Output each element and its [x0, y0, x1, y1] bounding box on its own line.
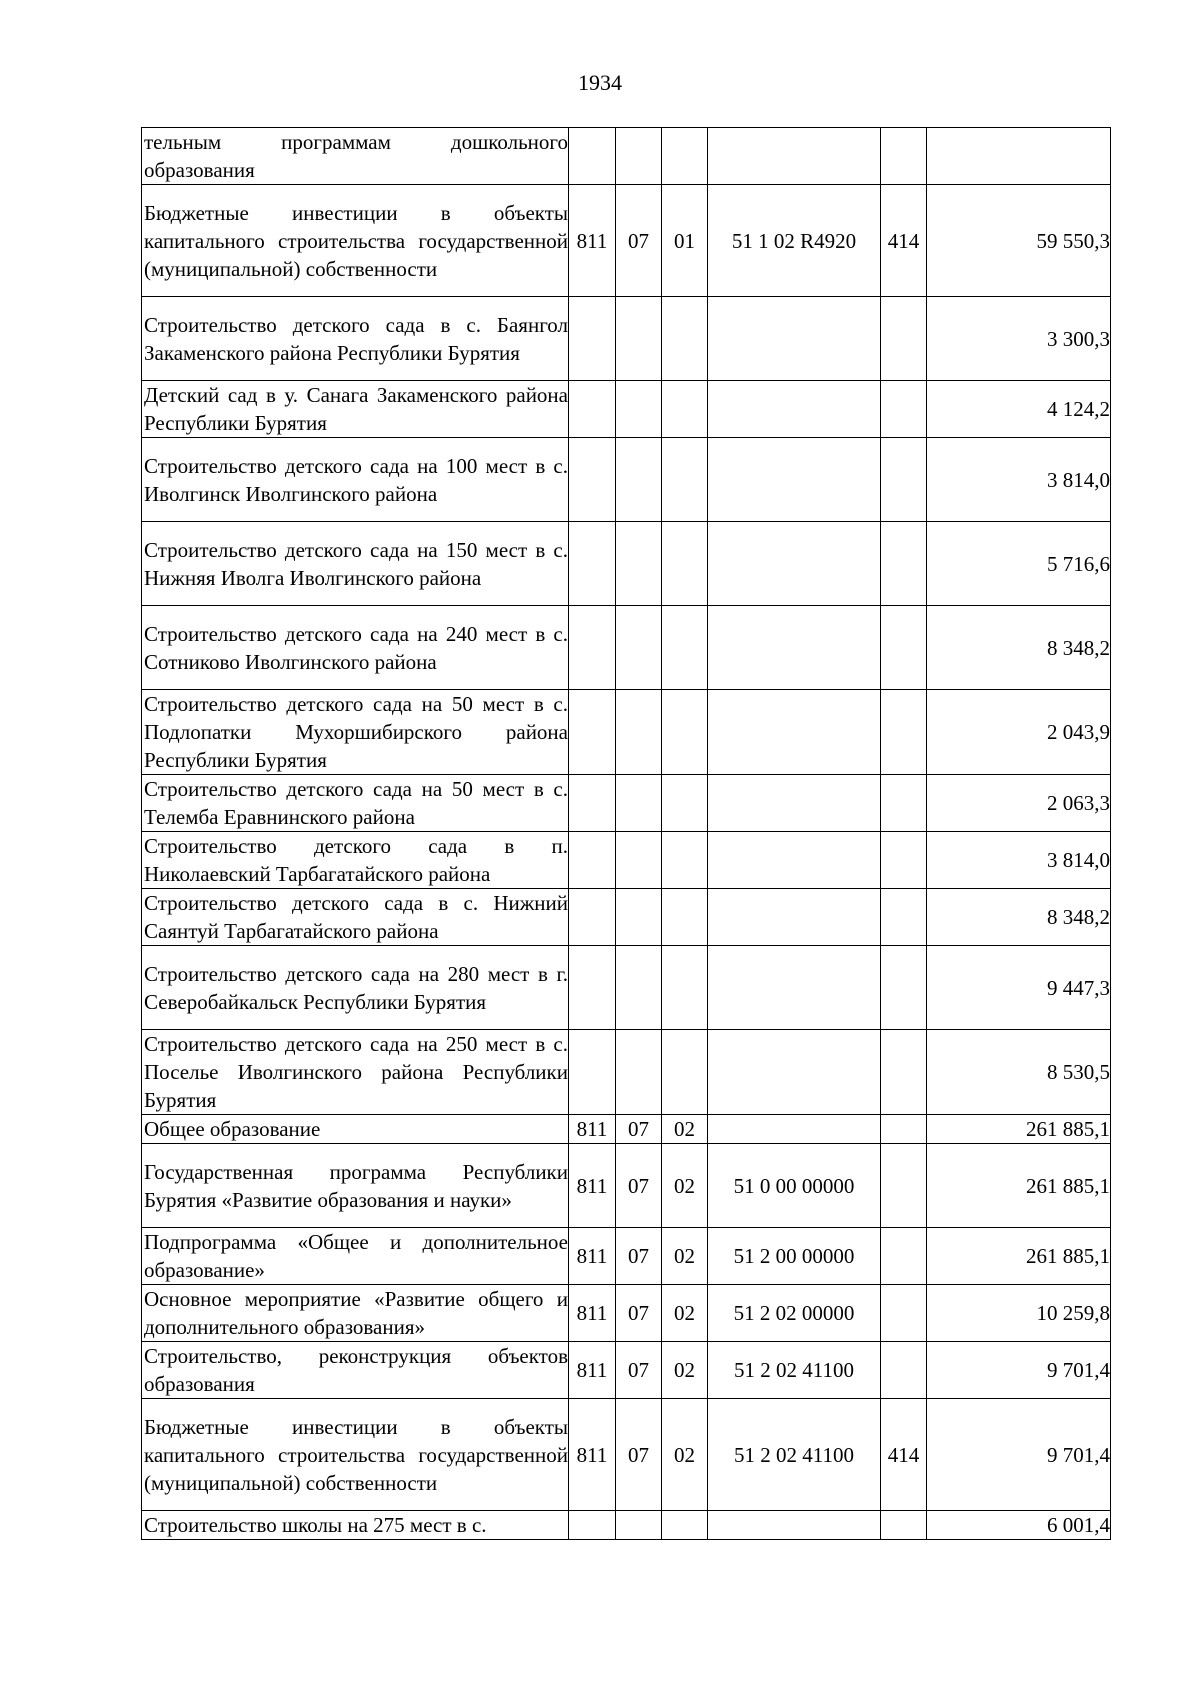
subsection-code-cell	[662, 832, 708, 889]
table-row	[142, 1228, 1111, 1285]
expense-type-code-cell	[881, 438, 927, 522]
target-item-code-cell: 51 2 00 00000	[708, 1228, 881, 1285]
subsection-code-cell	[662, 889, 708, 946]
amount-cell: 2 043,9	[927, 690, 1111, 775]
expense-type-code-cell	[881, 1030, 927, 1115]
table-row	[142, 1399, 1111, 1511]
subsection-code-cell	[662, 606, 708, 690]
subsection-code-cell	[662, 128, 708, 185]
table-row	[142, 1511, 1111, 1540]
section-code-cell	[616, 606, 662, 690]
subsection-code-cell: 02	[662, 1144, 708, 1228]
section-code-cell: 07	[616, 1342, 662, 1399]
row-name-cell: Государственная программа Республики Бурятия «Развитие образования и науки»	[142, 1144, 569, 1228]
row-name-cell: Строительство детского сада на 240 мест в с. Сотниково Иволгинского района	[142, 606, 569, 690]
subsection-code-cell	[662, 438, 708, 522]
expense-type-code-cell	[881, 946, 927, 1030]
subsection-code-cell: 02	[662, 1285, 708, 1342]
table-row	[142, 1115, 1111, 1144]
row-name-cell: Строительство школы на 275 мест в с.	[142, 1511, 569, 1540]
target-item-code-cell: 51 0 00 00000	[708, 1144, 881, 1228]
expense-type-code-cell	[881, 297, 927, 381]
subsection-code-cell	[662, 690, 708, 775]
target-item-code-cell	[708, 1030, 881, 1115]
section-code-cell: 07	[616, 1228, 662, 1285]
target-item-code-cell	[708, 606, 881, 690]
section-code-cell	[616, 128, 662, 185]
amount-cell: 261 885,1	[927, 1115, 1111, 1144]
section-code-cell	[616, 690, 662, 775]
ved-code-cell	[569, 889, 616, 946]
expense-type-code-cell	[881, 1228, 927, 1285]
expense-type-code-cell	[881, 1511, 927, 1540]
table-row	[142, 690, 1111, 775]
section-code-cell: 07	[616, 1399, 662, 1511]
table-row	[142, 1285, 1111, 1342]
expense-type-code-cell	[881, 1285, 927, 1342]
subsection-code-cell: 02	[662, 1399, 708, 1511]
target-item-code-cell	[708, 832, 881, 889]
subsection-code-cell	[662, 1511, 708, 1540]
ved-code-cell: 811	[569, 1285, 616, 1342]
subsection-code-cell	[662, 946, 708, 1030]
target-item-code-cell	[708, 381, 881, 438]
table-row	[142, 889, 1111, 946]
row-name-cell: Строительство детского сада на 50 мест в с. Телемба Еравнинского района	[142, 775, 569, 832]
row-name-cell: Строительство детского сада на 100 мест в с. Иволгинск Иволгинского района	[142, 438, 569, 522]
table-row	[142, 832, 1111, 889]
ved-code-cell: 811	[569, 1342, 616, 1399]
amount-cell: 6 001,4	[927, 1511, 1111, 1540]
row-name-cell: Бюджетные инвестиции в объекты капитального строительства государственной (муниципальной) собственности	[142, 185, 569, 297]
target-item-code-cell: 51 1 02 R4920	[708, 185, 881, 297]
target-item-code-cell	[708, 946, 881, 1030]
row-name-cell: Строительство, реконструкция объектов образования	[142, 1342, 569, 1399]
amount-cell: 3 300,3	[927, 297, 1111, 381]
table-row	[142, 1030, 1111, 1115]
target-item-code-cell	[708, 297, 881, 381]
row-name-cell: Подпрограмма «Общее и дополнительное образование»	[142, 1228, 569, 1285]
subsection-code-cell: 02	[662, 1342, 708, 1399]
target-item-code-cell: 51 2 02 00000	[708, 1285, 881, 1342]
table-row	[142, 438, 1111, 522]
ved-code-cell: 811	[569, 1228, 616, 1285]
table-row	[142, 1342, 1111, 1399]
amount-cell: 8 530,5	[927, 1030, 1111, 1115]
target-item-code-cell	[708, 1511, 881, 1540]
section-code-cell: 07	[616, 185, 662, 297]
row-name-cell: Строительство детского сада на 250 мест в с. Поселье Иволгинского района Республики Бурятия	[142, 1030, 569, 1115]
ved-code-cell	[569, 775, 616, 832]
subsection-code-cell: 02	[662, 1228, 708, 1285]
ved-code-cell	[569, 606, 616, 690]
section-code-cell	[616, 946, 662, 1030]
target-item-code-cell	[708, 128, 881, 185]
ved-code-cell	[569, 297, 616, 381]
subsection-code-cell: 01	[662, 185, 708, 297]
subsection-code-cell	[662, 775, 708, 832]
section-code-cell	[616, 889, 662, 946]
ved-code-cell	[569, 522, 616, 606]
section-code-cell	[616, 775, 662, 832]
row-name-cell: Строительство детского сада в с. Баянгол Закаменского района Республики Бурятия	[142, 297, 569, 381]
expense-type-code-cell	[881, 832, 927, 889]
target-item-code-cell	[708, 1115, 881, 1144]
table-row	[142, 297, 1111, 381]
expense-type-code-cell	[881, 1144, 927, 1228]
amount-cell: 261 885,1	[927, 1144, 1111, 1228]
amount-cell: 261 885,1	[927, 1228, 1111, 1285]
ved-code-cell	[569, 1030, 616, 1115]
row-name-cell: Общее образование	[142, 1115, 569, 1144]
expense-type-code-cell	[881, 522, 927, 606]
expense-type-code-cell	[881, 690, 927, 775]
expense-type-code-cell	[881, 889, 927, 946]
section-code-cell	[616, 1030, 662, 1115]
amount-cell: 9 447,3	[927, 946, 1111, 1030]
amount-cell: 10 259,8	[927, 1285, 1111, 1342]
amount-cell	[927, 128, 1111, 185]
row-name-cell: Основное мероприятие «Развитие общего и дополнительного образования»	[142, 1285, 569, 1342]
section-code-cell	[616, 381, 662, 438]
expense-type-code-cell	[881, 1342, 927, 1399]
expense-type-code-cell: 414	[881, 185, 927, 297]
amount-cell: 5 716,6	[927, 522, 1111, 606]
table-row	[142, 381, 1111, 438]
table-row	[142, 775, 1111, 832]
table-row	[142, 1144, 1111, 1228]
target-item-code-cell	[708, 522, 881, 606]
ved-code-cell: 811	[569, 1115, 616, 1144]
subsection-code-cell	[662, 1030, 708, 1115]
table-row	[142, 185, 1111, 297]
row-name-cell: Строительство детского сада на 280 мест в г. Северобайкальск Республики Бурятия	[142, 946, 569, 1030]
section-code-cell	[616, 832, 662, 889]
target-item-code-cell: 51 2 02 41100	[708, 1342, 881, 1399]
amount-cell: 59 550,3	[927, 185, 1111, 297]
page-number: 1934	[578, 70, 622, 95]
row-name-cell: Строительство детского сада на 50 мест в с. Подлопатки Мухоршибирского района Республики Бурятия	[142, 690, 569, 775]
table-row	[142, 128, 1111, 185]
ved-code-cell: 811	[569, 1399, 616, 1511]
table-row	[142, 522, 1111, 606]
amount-cell: 8 348,2	[927, 889, 1111, 946]
amount-cell: 8 348,2	[927, 606, 1111, 690]
section-code-cell	[616, 1511, 662, 1540]
subsection-code-cell	[662, 297, 708, 381]
target-item-code-cell: 51 2 02 41100	[708, 1399, 881, 1511]
amount-cell: 2 063,3	[927, 775, 1111, 832]
ved-code-cell	[569, 1511, 616, 1540]
row-name-cell: Строительство детского сада в п. Николаевский Тарбагатайского района	[142, 832, 569, 889]
ved-code-cell: 811	[569, 1144, 616, 1228]
amount-cell: 3 814,0	[927, 832, 1111, 889]
expense-type-code-cell	[881, 1115, 927, 1144]
target-item-code-cell	[708, 775, 881, 832]
amount-cell: 4 124,2	[927, 381, 1111, 438]
budget-table	[141, 127, 1111, 1540]
ved-code-cell	[569, 381, 616, 438]
table-row	[142, 946, 1111, 1030]
ved-code-cell	[569, 690, 616, 775]
expense-type-code-cell	[881, 775, 927, 832]
section-code-cell: 07	[616, 1285, 662, 1342]
amount-cell: 9 701,4	[927, 1342, 1111, 1399]
row-name-cell: Бюджетные инвестиции в объекты капитального строительства государственной (муниципальной) собственности	[142, 1399, 569, 1511]
target-item-code-cell	[708, 889, 881, 946]
ved-code-cell	[569, 832, 616, 889]
table-row	[142, 606, 1111, 690]
expense-type-code-cell	[881, 128, 927, 185]
section-code-cell	[616, 297, 662, 381]
row-name-cell: Строительство детского сада на 150 мест в с. Нижняя Иволга Иволгинского района	[142, 522, 569, 606]
ved-code-cell	[569, 438, 616, 522]
row-name-cell: Детский сад в у. Санага Закаменского района Республики Бурятия	[142, 381, 569, 438]
row-name-cell: Строительство детского сада в с. Нижний Саянтуй Тарбагатайского района	[142, 889, 569, 946]
section-code-cell: 07	[616, 1115, 662, 1144]
row-name-cell: тельным программам дошкольного образования	[142, 128, 569, 185]
subsection-code-cell: 02	[662, 1115, 708, 1144]
subsection-code-cell	[662, 522, 708, 606]
target-item-code-cell	[708, 690, 881, 775]
section-code-cell	[616, 438, 662, 522]
subsection-code-cell	[662, 381, 708, 438]
section-code-cell	[616, 522, 662, 606]
expense-type-code-cell: 414	[881, 1399, 927, 1511]
expense-type-code-cell	[881, 606, 927, 690]
ved-code-cell	[569, 128, 616, 185]
amount-cell: 3 814,0	[927, 438, 1111, 522]
expense-type-code-cell	[881, 381, 927, 438]
section-code-cell: 07	[616, 1144, 662, 1228]
ved-code-cell: 811	[569, 185, 616, 297]
target-item-code-cell	[708, 438, 881, 522]
amount-cell: 9 701,4	[927, 1399, 1111, 1511]
ved-code-cell	[569, 946, 616, 1030]
